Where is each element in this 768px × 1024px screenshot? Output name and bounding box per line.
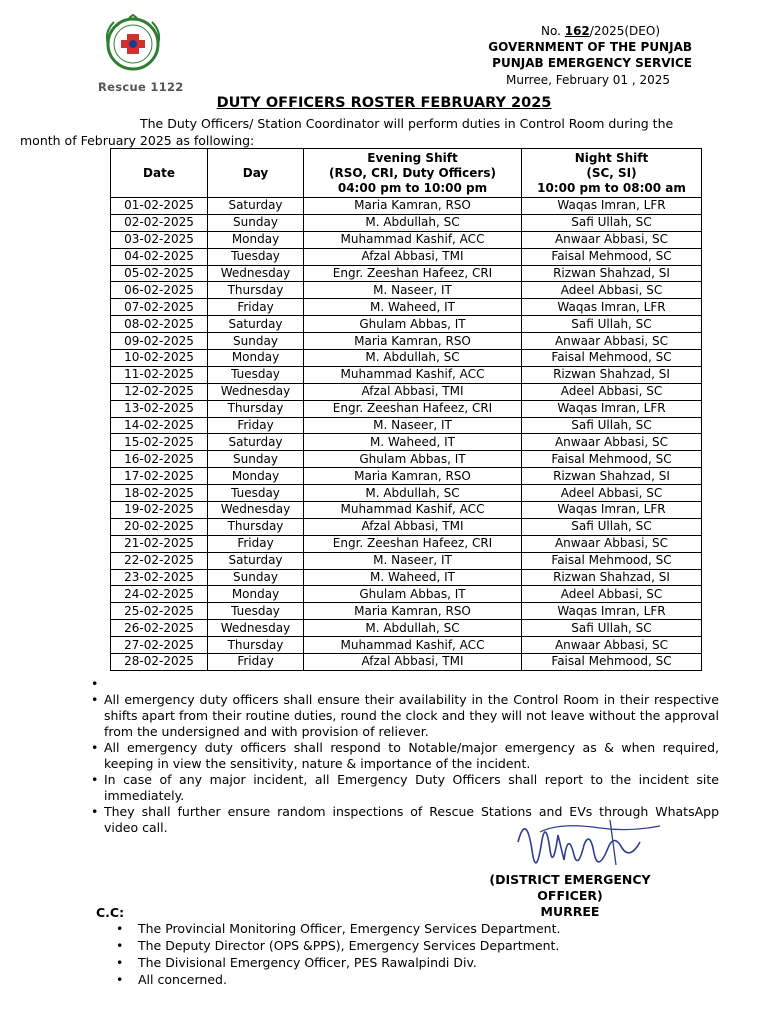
cell-evening-officer: M. Naseer, IT bbox=[304, 552, 522, 569]
cell-night-officer: Safi Ullah, SC bbox=[522, 620, 702, 637]
table-row bbox=[111, 569, 702, 586]
cc-list bbox=[116, 920, 560, 988]
signoff-title: (DISTRICT EMERGENCY OFFICER) bbox=[489, 872, 651, 903]
table-row bbox=[111, 231, 702, 248]
table-row bbox=[111, 366, 702, 383]
cell-night-officer: Rizwan Shahzad, SI bbox=[522, 265, 702, 282]
cell-day: Saturday bbox=[208, 434, 304, 451]
table-row bbox=[111, 282, 702, 299]
cell-day: Saturday bbox=[208, 198, 304, 215]
instruction-text: In case of any major incident, all Emergency Duty Officers shall report to the incident site immediately. bbox=[104, 772, 719, 803]
table-row bbox=[111, 552, 702, 569]
header-night-line-2: (SC, SI) bbox=[586, 165, 637, 180]
cell-date: 22-02-2025 bbox=[111, 552, 208, 569]
cell-evening-officer: Ghulam Abbas, IT bbox=[304, 586, 522, 603]
intro-paragraph bbox=[20, 115, 720, 149]
roster-table-wrapper bbox=[110, 148, 701, 671]
cell-day: Monday bbox=[208, 586, 304, 603]
cell-evening-officer: Afzal Abbasi, TMI bbox=[304, 248, 522, 265]
cell-date: 23-02-2025 bbox=[111, 569, 208, 586]
cell-date: 04-02-2025 bbox=[111, 248, 208, 265]
cell-day: Sunday bbox=[208, 333, 304, 350]
cell-date: 24-02-2025 bbox=[111, 586, 208, 603]
cell-day: Saturday bbox=[208, 316, 304, 333]
cell-date: 16-02-2025 bbox=[111, 451, 208, 468]
cc-item-text: The Divisional Emergency Officer, PES Rawalpindi Div. bbox=[138, 955, 477, 970]
header-day: Day bbox=[208, 149, 304, 198]
instruction-item bbox=[88, 740, 719, 772]
cell-day: Monday bbox=[208, 231, 304, 248]
logo-caption: Rescue 1122 bbox=[98, 80, 184, 94]
cc-item-text: The Deputy Director (OPS &PPS), Emergency Services Department. bbox=[138, 938, 560, 953]
cell-evening-officer: Muhammad Kashif, ACC bbox=[304, 637, 522, 654]
table-row bbox=[111, 214, 702, 231]
cell-date: 05-02-2025 bbox=[111, 265, 208, 282]
cell-evening-officer: M. Waheed, IT bbox=[304, 569, 522, 586]
table-row bbox=[111, 518, 702, 535]
cell-day: Sunday bbox=[208, 569, 304, 586]
cell-evening-officer: M. Naseer, IT bbox=[304, 417, 522, 434]
bullet-icon: • bbox=[116, 921, 124, 936]
table-row bbox=[111, 400, 702, 417]
cell-night-officer: Rizwan Shahzad, SI bbox=[522, 468, 702, 485]
cell-evening-officer: Muhammad Kashif, ACC bbox=[304, 366, 522, 383]
cell-night-officer: Faisal Mehmood, SC bbox=[522, 248, 702, 265]
signoff-location: MURREE bbox=[540, 904, 600, 919]
cell-date: 19-02-2025 bbox=[111, 502, 208, 519]
cell-night-officer: Anwaar Abbasi, SC bbox=[522, 231, 702, 248]
cell-date: 26-02-2025 bbox=[111, 620, 208, 637]
cell-evening-officer: Afzal Abbasi, TMI bbox=[304, 518, 522, 535]
cell-evening-officer: Maria Kamran, RSO bbox=[304, 468, 522, 485]
cell-date: 11-02-2025 bbox=[111, 366, 208, 383]
table-row bbox=[111, 485, 702, 502]
letter-number-value: 162 bbox=[564, 24, 590, 38]
cell-evening-officer: Maria Kamran, RSO bbox=[304, 198, 522, 215]
cell-day: Wednesday bbox=[208, 502, 304, 519]
cell-day: Sunday bbox=[208, 214, 304, 231]
header-night-shift bbox=[522, 149, 702, 198]
cell-day: Friday bbox=[208, 299, 304, 316]
cell-night-officer: Adeel Abbasi, SC bbox=[522, 282, 702, 299]
header-date: Date bbox=[111, 149, 208, 198]
rescue-1122-emblem-icon bbox=[96, 14, 170, 74]
table-row bbox=[111, 333, 702, 350]
cell-day: Tuesday bbox=[208, 603, 304, 620]
cell-evening-officer: Afzal Abbasi, TMI bbox=[304, 654, 522, 671]
cell-night-officer: Anwaar Abbasi, SC bbox=[522, 535, 702, 552]
cell-day: Wednesday bbox=[208, 620, 304, 637]
cell-date: 09-02-2025 bbox=[111, 333, 208, 350]
signoff-block bbox=[460, 872, 680, 920]
cell-evening-officer: M. Abdullah, SC bbox=[304, 214, 522, 231]
cell-date: 01-02-2025 bbox=[111, 198, 208, 215]
cell-evening-officer: M. Abdullah, SC bbox=[304, 350, 522, 367]
cell-day: Friday bbox=[208, 417, 304, 434]
bullet-icon: • bbox=[91, 804, 99, 819]
table-row bbox=[111, 434, 702, 451]
cell-day: Thursday bbox=[208, 400, 304, 417]
cell-date: 13-02-2025 bbox=[111, 400, 208, 417]
cc-item bbox=[116, 971, 560, 988]
cc-item-text: The Provincial Monitoring Officer, Emergency Services Department. bbox=[138, 921, 561, 936]
cell-date: 08-02-2025 bbox=[111, 316, 208, 333]
cell-evening-officer: Maria Kamran, RSO bbox=[304, 333, 522, 350]
header-evening-shift bbox=[304, 149, 522, 198]
header-night-line-1: Night Shift bbox=[574, 150, 649, 165]
header-night-line-3: 10:00 pm to 08:00 am bbox=[537, 180, 686, 195]
table-row bbox=[111, 637, 702, 654]
cell-date: 21-02-2025 bbox=[111, 535, 208, 552]
table-row bbox=[111, 451, 702, 468]
cc-item-text: All concerned. bbox=[138, 972, 227, 987]
cell-day: Monday bbox=[208, 468, 304, 485]
cell-evening-officer: M. Waheed, IT bbox=[304, 299, 522, 316]
cell-night-officer: Waqas Imran, LFR bbox=[522, 198, 702, 215]
cell-date: 25-02-2025 bbox=[111, 603, 208, 620]
cell-date: 27-02-2025 bbox=[111, 637, 208, 654]
table-row bbox=[111, 383, 702, 400]
cell-date: 14-02-2025 bbox=[111, 417, 208, 434]
cell-evening-officer: M. Abdullah, SC bbox=[304, 620, 522, 637]
cell-night-officer: Safi Ullah, SC bbox=[522, 316, 702, 333]
cell-date: 28-02-2025 bbox=[111, 654, 208, 671]
cell-night-officer: Waqas Imran, LFR bbox=[522, 603, 702, 620]
bullet-icon: • bbox=[91, 692, 99, 707]
cell-night-officer: Waqas Imran, LFR bbox=[522, 502, 702, 519]
header-evening-line-2: (RSO, CRI, Duty Officers) bbox=[329, 165, 496, 180]
table-row bbox=[111, 265, 702, 282]
cell-evening-officer: Engr. Zeeshan Hafeez, CRI bbox=[304, 265, 522, 282]
table-row bbox=[111, 586, 702, 603]
intro-line-2: month of February 2025 as following: bbox=[20, 133, 255, 148]
cell-evening-officer: Engr. Zeeshan Hafeez, CRI bbox=[304, 535, 522, 552]
cell-night-officer: Waqas Imran, LFR bbox=[522, 299, 702, 316]
cell-date: 12-02-2025 bbox=[111, 383, 208, 400]
table-row bbox=[111, 299, 702, 316]
instruction-item bbox=[88, 692, 719, 740]
cell-evening-officer: Muhammad Kashif, ACC bbox=[304, 502, 522, 519]
cell-evening-officer: M. Abdullah, SC bbox=[304, 485, 522, 502]
cell-day: Wednesday bbox=[208, 265, 304, 282]
cell-day: Sunday bbox=[208, 451, 304, 468]
dateline: Murree, February 01 , 2025 bbox=[506, 73, 670, 87]
cell-date: 03-02-2025 bbox=[111, 231, 208, 248]
cell-night-officer: Adeel Abbasi, SC bbox=[522, 383, 702, 400]
cc-item bbox=[116, 954, 560, 971]
cell-evening-officer: Engr. Zeeshan Hafeez, CRI bbox=[304, 400, 522, 417]
bullet-icon: • bbox=[91, 676, 99, 691]
cell-day: Tuesday bbox=[208, 366, 304, 383]
table-row bbox=[111, 350, 702, 367]
table-header-row bbox=[111, 149, 702, 198]
cell-day: Tuesday bbox=[208, 248, 304, 265]
cell-day: Monday bbox=[208, 350, 304, 367]
cell-night-officer: Anwaar Abbasi, SC bbox=[522, 434, 702, 451]
cc-label: C.C: bbox=[96, 905, 125, 920]
cell-day: Thursday bbox=[208, 518, 304, 535]
table-row bbox=[111, 248, 702, 265]
cell-evening-officer: Ghulam Abbas, IT bbox=[304, 316, 522, 333]
intro-line-1: The Duty Officers/ Station Coordinator will perform duties in Control Room during the bbox=[140, 116, 674, 131]
roster-table bbox=[110, 148, 702, 671]
cell-day: Friday bbox=[208, 654, 304, 671]
cell-evening-officer: Afzal Abbasi, TMI bbox=[304, 383, 522, 400]
table-row bbox=[111, 620, 702, 637]
letter-number bbox=[541, 24, 660, 38]
bullet-icon: • bbox=[116, 938, 124, 953]
header-evening-line-3: 04:00 pm to 10:00 pm bbox=[337, 180, 488, 195]
cell-date: 07-02-2025 bbox=[111, 299, 208, 316]
cell-night-officer: Safi Ullah, SC bbox=[522, 518, 702, 535]
cell-date: 10-02-2025 bbox=[111, 350, 208, 367]
cell-day: Thursday bbox=[208, 282, 304, 299]
table-row bbox=[111, 603, 702, 620]
table-row bbox=[111, 198, 702, 215]
cell-night-officer: Adeel Abbasi, SC bbox=[522, 485, 702, 502]
table-row bbox=[111, 654, 702, 671]
cell-night-officer: Safi Ullah, SC bbox=[522, 214, 702, 231]
table-row bbox=[111, 417, 702, 434]
roster-body bbox=[111, 198, 702, 671]
cell-night-officer: Waqas Imran, LFR bbox=[522, 400, 702, 417]
cell-night-officer: Anwaar Abbasi, SC bbox=[522, 637, 702, 654]
cell-night-officer: Safi Ullah, SC bbox=[522, 417, 702, 434]
cc-item bbox=[116, 937, 560, 954]
cc-item bbox=[116, 920, 560, 937]
bullet-icon: • bbox=[116, 972, 124, 987]
instruction-item bbox=[88, 676, 719, 692]
cell-day: Friday bbox=[208, 535, 304, 552]
letter-number-prefix: No. bbox=[540, 24, 565, 38]
government-name: GOVERNMENT OF THE PUNJAB bbox=[488, 40, 692, 54]
table-row bbox=[111, 502, 702, 519]
cell-night-officer: Rizwan Shahzad, SI bbox=[522, 569, 702, 586]
cell-date: 15-02-2025 bbox=[111, 434, 208, 451]
instruction-text: All emergency duty officers shall respond to Notable/major emergency as & when required, keeping in view the sensitivity, nature & importance of the incident. bbox=[104, 740, 719, 771]
cell-day: Wednesday bbox=[208, 383, 304, 400]
cell-night-officer: Faisal Mehmood, SC bbox=[522, 654, 702, 671]
cell-date: 18-02-2025 bbox=[111, 485, 208, 502]
cell-day: Thursday bbox=[208, 637, 304, 654]
letter-number-suffix: /2025(DEO) bbox=[589, 24, 660, 38]
instruction-item bbox=[88, 772, 719, 804]
cell-evening-officer: Ghulam Abbas, IT bbox=[304, 451, 522, 468]
cell-night-officer: Faisal Mehmood, SC bbox=[522, 552, 702, 569]
cell-date: 06-02-2025 bbox=[111, 282, 208, 299]
instruction-text: All emergency duty officers shall ensure their availability in the Control Room in their respective shifts apart from their routine duties, round the clock and they will not leave without the approval from the undersigned and with provision of reliever. bbox=[104, 692, 719, 739]
cell-date: 17-02-2025 bbox=[111, 468, 208, 485]
cell-evening-officer: Maria Kamran, RSO bbox=[304, 603, 522, 620]
cell-night-officer: Adeel Abbasi, SC bbox=[522, 586, 702, 603]
cell-night-officer: Rizwan Shahzad, SI bbox=[522, 366, 702, 383]
cell-date: 20-02-2025 bbox=[111, 518, 208, 535]
bullet-icon: • bbox=[91, 772, 99, 787]
cell-evening-officer: M. Naseer, IT bbox=[304, 282, 522, 299]
table-row bbox=[111, 316, 702, 333]
cell-night-officer: Faisal Mehmood, SC bbox=[522, 350, 702, 367]
document-title: DUTY OFFICERS ROSTER FEBRUARY 2025 bbox=[216, 95, 552, 111]
table-row bbox=[111, 535, 702, 552]
cell-evening-officer: M. Waheed, IT bbox=[304, 434, 522, 451]
cell-date: 02-02-2025 bbox=[111, 214, 208, 231]
cell-day: Saturday bbox=[208, 552, 304, 569]
cell-day: Tuesday bbox=[208, 485, 304, 502]
cell-evening-officer: Muhammad Kashif, ACC bbox=[304, 231, 522, 248]
bullet-icon: • bbox=[91, 740, 99, 755]
table-row bbox=[111, 468, 702, 485]
cell-night-officer: Anwaar Abbasi, SC bbox=[522, 333, 702, 350]
bullet-icon: • bbox=[116, 955, 124, 970]
service-name: PUNJAB EMERGENCY SERVICE bbox=[492, 56, 692, 70]
header-evening-line-1: Evening Shift bbox=[367, 150, 458, 165]
instruction-text: They shall further ensure random inspections of Rescue Stations and EVs through WhatsApp video call. bbox=[104, 804, 719, 835]
cell-night-officer: Faisal Mehmood, SC bbox=[522, 451, 702, 468]
